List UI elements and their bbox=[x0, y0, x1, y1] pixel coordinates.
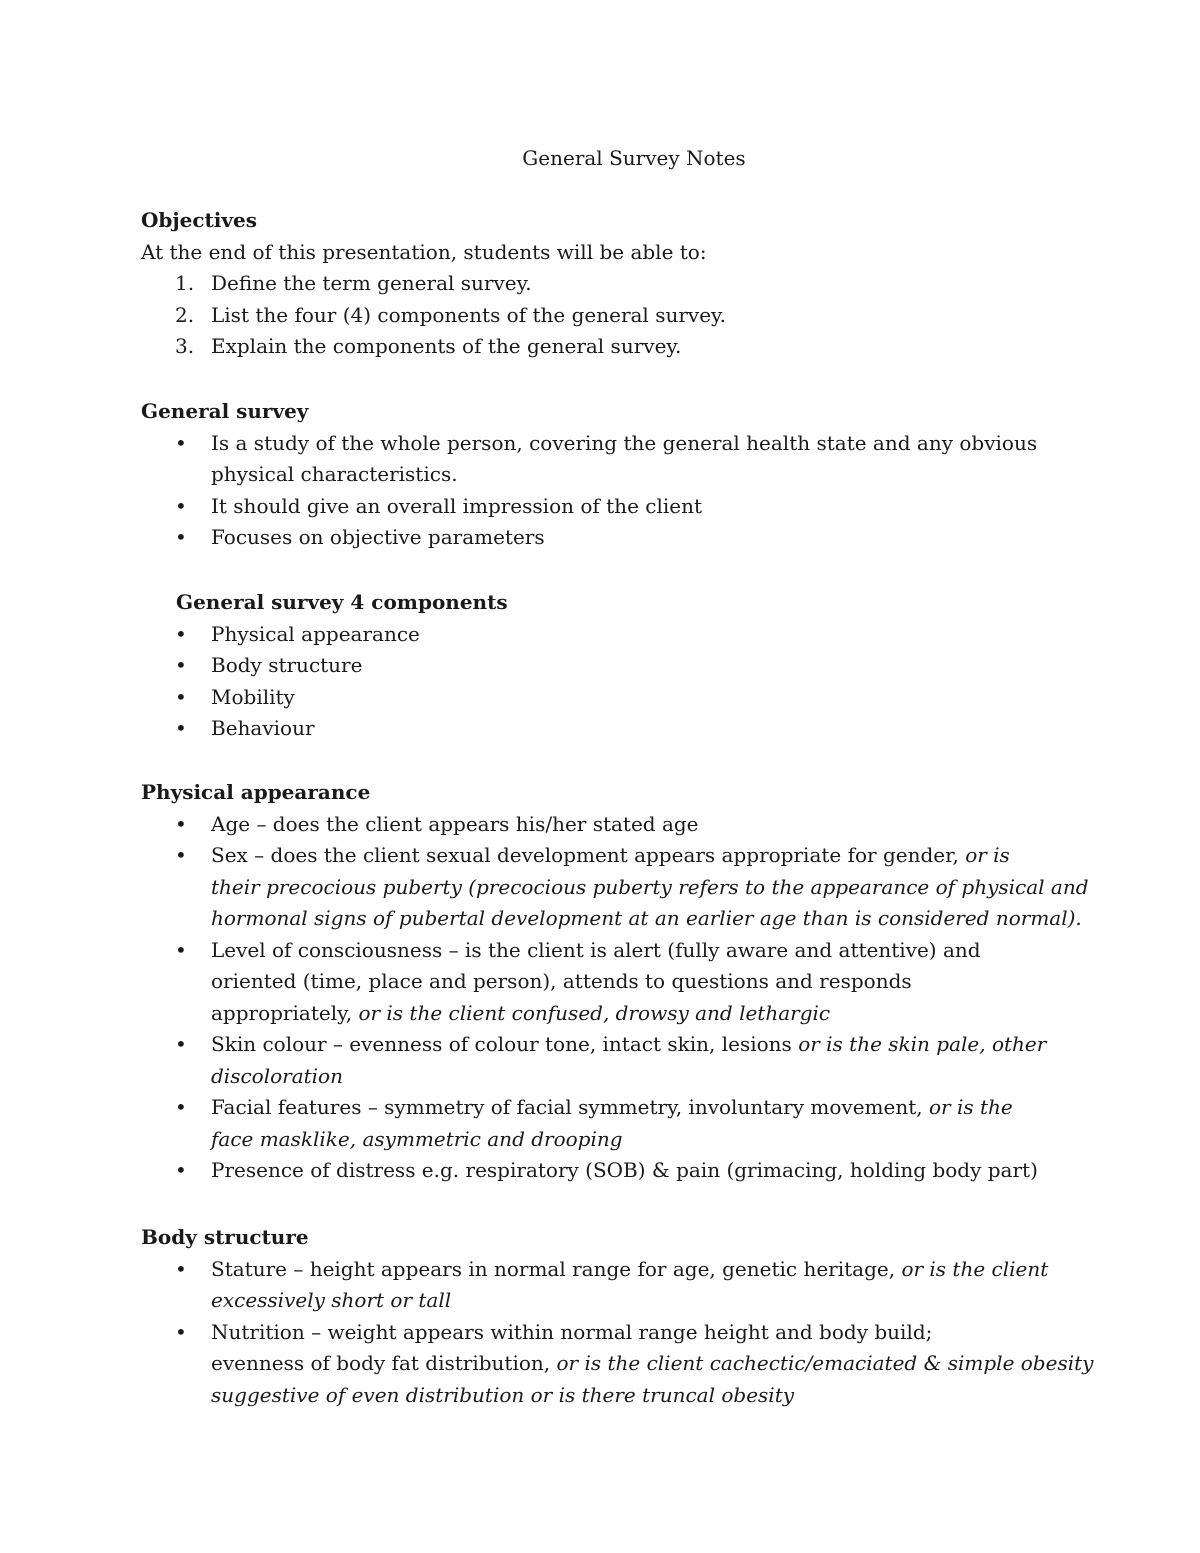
list-item bbox=[141, 300, 1071, 332]
objectives-section bbox=[141, 205, 1071, 363]
list-item-italic-text: face masklike, asymmetric and drooping bbox=[211, 1126, 623, 1151]
list-item-text: physical characteristics. bbox=[211, 462, 458, 486]
bullet: • bbox=[175, 843, 187, 867]
list-item-italic-text: suggestive of even distribution or is there truncal obesity bbox=[211, 1382, 795, 1407]
list-item-italic-text: excessively short or tall bbox=[211, 1288, 452, 1312]
objectives-intro: At the end of this presentation, students will be able to: bbox=[141, 239, 707, 264]
list-item bbox=[141, 331, 1071, 363]
list-item bbox=[141, 268, 1071, 300]
list-item-italic-text: hormonal signs of pubertal development at an earlier age than is considered normal). bbox=[211, 906, 1082, 930]
list-item-italic-text: discoloration bbox=[211, 1063, 343, 1088]
general-survey-section bbox=[141, 396, 1071, 554]
components-section bbox=[141, 587, 1071, 745]
list-item-text: Nutrition – weight appears within normal range height and body build; bbox=[211, 1319, 933, 1344]
components-heading: General survey 4 components bbox=[176, 590, 508, 614]
list-item-text: List the four (4) components of the general survey. bbox=[211, 302, 727, 327]
list-item-text: Facial features – symmetry of facial symmetry, involuntary movement, bbox=[211, 1095, 923, 1119]
body-structure-list bbox=[141, 1254, 1094, 1412]
list-item-text: Body structure bbox=[211, 653, 363, 677]
list-item bbox=[141, 1029, 1071, 1092]
list-item bbox=[141, 650, 1071, 682]
list-item-italic-text: or is bbox=[965, 843, 1010, 867]
list-item-text: Sex – does the client sexual development appears appropriate for gender, bbox=[211, 843, 959, 867]
list-item-text: Define the term general survey. bbox=[211, 271, 532, 295]
list-item bbox=[141, 809, 1071, 841]
physical-appearance-section bbox=[141, 777, 1089, 1187]
list-item-italic-text: or is the client confused, drowsy and lethargic bbox=[358, 1000, 831, 1025]
general-survey-list bbox=[141, 428, 1071, 554]
list-item bbox=[141, 713, 1071, 745]
list-item-italic-text: or is the client cachectic/emaciated & simple obesity bbox=[556, 1351, 1094, 1375]
list-number: 3. bbox=[175, 334, 195, 358]
list-number: 2. bbox=[175, 302, 195, 327]
list-item bbox=[141, 840, 1089, 935]
bullet: • bbox=[175, 1319, 187, 1344]
list-item-text: Presence of distress e.g. respiratory (SOB) & pain (grimacing, holding body part) bbox=[211, 1158, 1038, 1182]
list-item-text: Explain the components of the general survey. bbox=[211, 334, 682, 358]
list-item-text: Skin colour – evenness of colour tone, intact skin, lesions bbox=[211, 1032, 792, 1056]
bullet: • bbox=[175, 811, 187, 836]
objectives-list bbox=[141, 268, 1071, 363]
bullet: • bbox=[175, 684, 187, 709]
list-item-italic-text: or is the bbox=[928, 1095, 1013, 1119]
list-item bbox=[141, 1092, 1071, 1155]
list-item bbox=[141, 491, 1071, 523]
objectives-heading: Objectives bbox=[141, 208, 257, 232]
list-item-italic-text: their precocious puberty (precocious puberty refers to the appearance of physical and bbox=[211, 874, 1089, 899]
list-item-text: Physical appearance bbox=[211, 621, 420, 646]
bullet: • bbox=[175, 1256, 187, 1281]
page-title: General Survey Notes bbox=[522, 146, 746, 170]
list-item bbox=[141, 1254, 1071, 1317]
bullet: • bbox=[175, 653, 187, 677]
components-list bbox=[141, 619, 1071, 745]
list-item bbox=[141, 1155, 1071, 1187]
list-item-text: Focuses on objective parameters bbox=[211, 525, 545, 549]
list-item bbox=[141, 935, 1071, 1030]
list-item-text: Age – does the client appears his/her stated age bbox=[211, 811, 699, 836]
list-item bbox=[141, 682, 1071, 714]
list-item bbox=[141, 428, 1071, 491]
bullet: • bbox=[175, 1032, 187, 1056]
bullet: • bbox=[175, 493, 187, 518]
bullet: • bbox=[175, 621, 187, 646]
list-item bbox=[141, 1317, 1094, 1412]
general-survey-heading: General survey bbox=[141, 399, 309, 423]
list-item bbox=[141, 619, 1071, 651]
physical-appearance-heading: Physical appearance bbox=[141, 780, 371, 804]
list-item-text: Stature – height appears in normal range for age, genetic heritage, bbox=[211, 1256, 896, 1281]
list-item-text: oriented (time, place and person), attends to questions and responds bbox=[211, 969, 912, 993]
bullet: • bbox=[175, 716, 187, 740]
list-item-text: Behaviour bbox=[211, 716, 315, 740]
bullet: • bbox=[175, 1158, 187, 1182]
list-number: 1. bbox=[175, 271, 195, 295]
list-item-italic-text: or is the client bbox=[901, 1256, 1049, 1281]
list-item-text: Level of consciousness – is the client is alert (fully aware and attentive) and bbox=[211, 937, 981, 962]
body-structure-heading: Body structure bbox=[141, 1225, 309, 1249]
bullet: • bbox=[175, 430, 187, 455]
bullet: • bbox=[175, 1095, 187, 1119]
list-item-text: appropriately, bbox=[211, 1000, 353, 1025]
bullet: • bbox=[175, 525, 187, 549]
list-item bbox=[141, 522, 1071, 554]
list-item-text: Is a study of the whole person, covering the general health state and any obvious bbox=[211, 430, 1038, 455]
list-item-text: It should give an overall impression of the client bbox=[211, 493, 703, 518]
list-item-text: evenness of body fat distribution, bbox=[211, 1351, 551, 1375]
body-structure-section bbox=[141, 1222, 1094, 1411]
list-item-text: Mobility bbox=[211, 684, 295, 709]
list-item-italic-text: or is the skin pale, other bbox=[798, 1032, 1047, 1056]
bullet: • bbox=[175, 937, 187, 962]
physical-appearance-list bbox=[141, 809, 1089, 1187]
